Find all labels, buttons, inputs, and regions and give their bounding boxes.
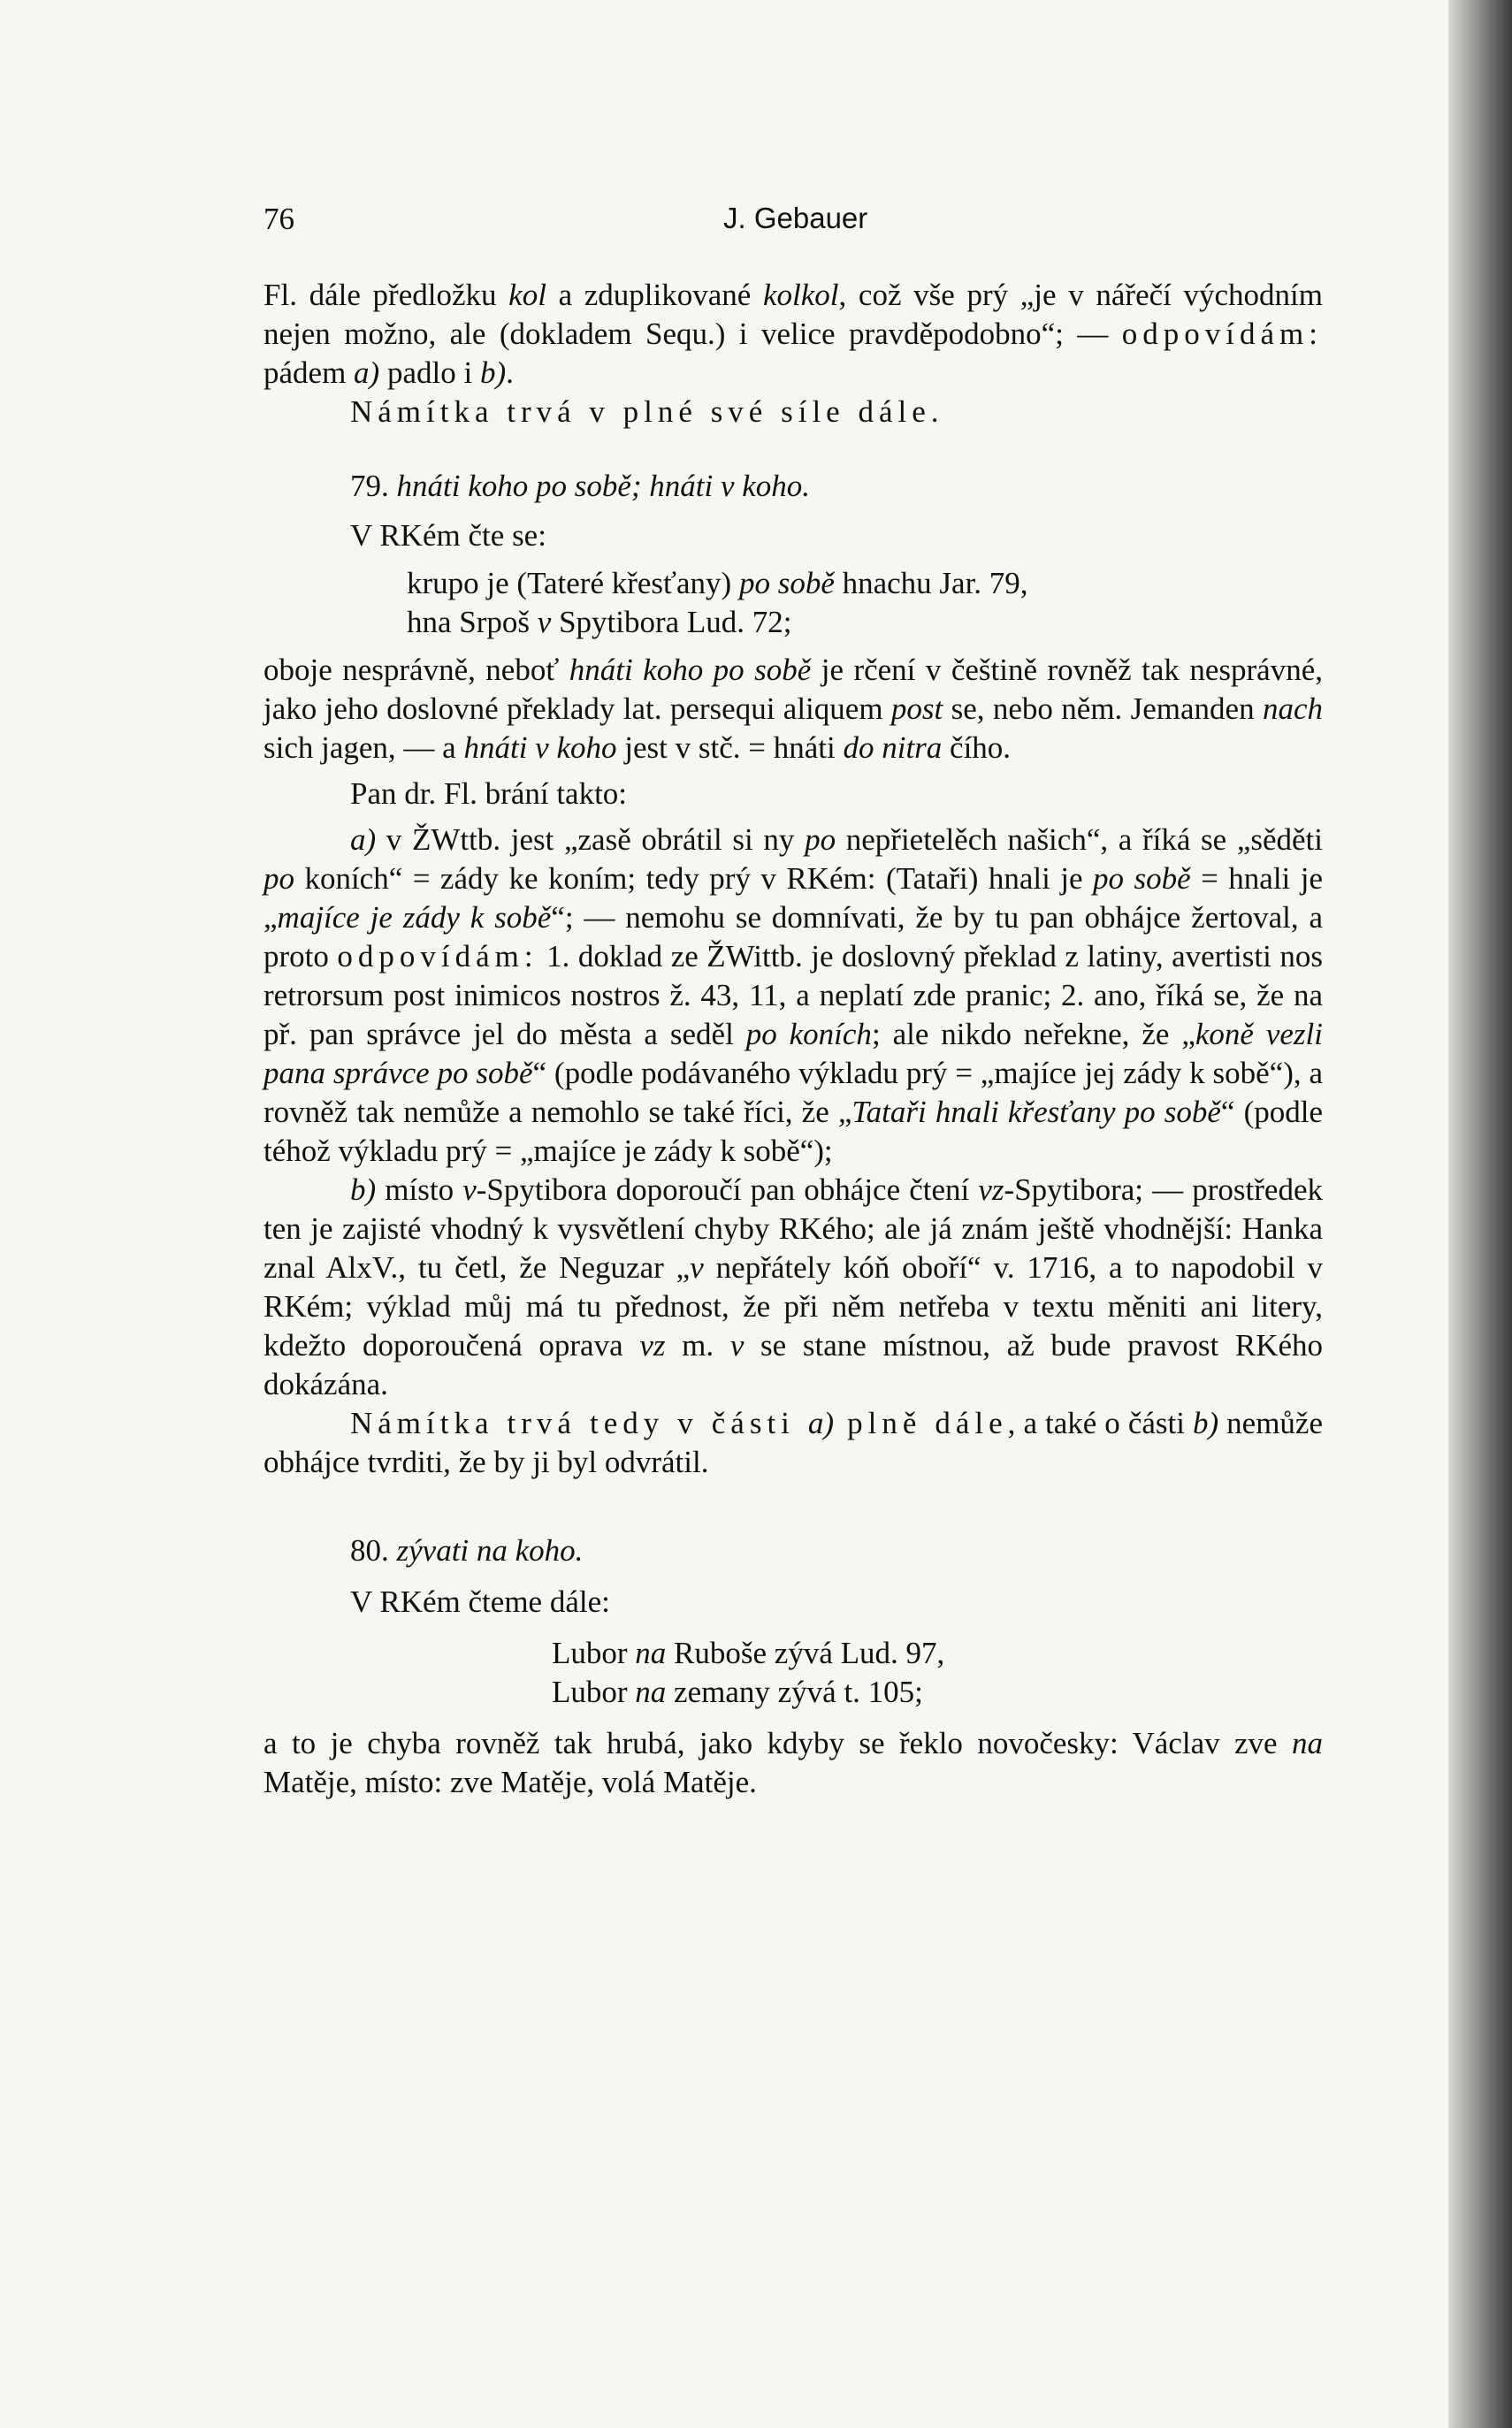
section-80-intro: V RKém čteme dále:: [350, 1584, 610, 1619]
paragraph-7: a to je chyba rovněž tak hrubá, jako kdyby se řeklo novočesky: Václav zve na Matěje, místo: zve Matěje, volá Matěje.: [263, 1726, 1323, 1799]
paragraph-6: Námítka trvá tedy v části a) plně dále, a také o části b) nemůže obhájce tvrditi, že by ji byl odvrátil.: [263, 1406, 1323, 1479]
paragraph-3: Pan dr. Fl. brání takto:: [350, 776, 628, 811]
page-number: 76: [263, 202, 294, 236]
quote-line: Lubor na zemany zývá t. 105;: [552, 1675, 923, 1709]
paragraph-1: Fl. dále předložku kol a zduplikované kolkol, což vše prý „je v nářečí východním nejen možno, ale (dokladem Sequ.) i velice pravděpodobno“; — odpovídám: pádem a) padlo i b).: [263, 278, 1323, 390]
quote-line: Lubor na Ruboše zývá Lud. 97,: [552, 1636, 945, 1670]
section-80-heading: 80. zývati na koho.: [350, 1533, 584, 1568]
page-edge-shadow: [1448, 0, 1512, 2428]
paragraph-5: b) místo v-Spytibora doporoučí pan obhájce čtení vz-Spytibora; — prostředek ten je zajisté vhodný k vysvětlení chyby RKého; ale já znám ještě vhodnější: Hanka znal AlxV., tu četl, že Neguzar „v nepřátely kóň oboří“ v. 1716, a to napodobil v RKém; výklad můj má tu přednost, že při něm netřeba v textu měniti ani litery, kdežto doporoučená oprava vz m. v se stane místnou, až bude pravost RKého dokázána.: [263, 1172, 1324, 1401]
section-79-intro: V RKém čte se:: [350, 518, 546, 553]
quote-line: krupo je (Tateré křesťany) po sobě hnachu Jar. 79,: [407, 566, 1028, 600]
page-content: [263, 202, 1323, 1802]
running-author: J. Gebauer: [723, 202, 868, 234]
running-header: [263, 202, 1323, 255]
paragraph-1-conclusion: Námítka trvá v plné své síle dále.: [350, 394, 944, 429]
paragraph-2: oboje nesprávně, neboť hnáti koho po sobě je rčení v češtině rovněž tak nesprávné, jako jeho doslovné překlady lat. persequi aliquem post se, nebo něm. Jemanden nach sich jagen, — a hnáti v koho jest v stč. = hnáti do nitra čího.: [263, 653, 1324, 765]
section-79-heading: 79. hnáti koho po sobě; hnáti v koho.: [350, 469, 811, 503]
quote-line: hna Srpoš v Spytibora Lud. 72;: [407, 605, 792, 639]
paragraph-4: a) v ŽWttb. jest „zasě obrátil si ny po nepřietelěch našich“, a říká se „sěděti po koních“ = zády ke koním; tedy prý v RKém: (Tataři) hnali je po sobě = hnali je „majíce je zády k sobě“; — nemohu se domnívati, že by tu pan obhájce žertoval, a proto odpovídám: 1. doklad ze ŽWittb. je doslovný překlad z latiny, avertisti nos retrorsum post inimicos nostros ž. 43, 11, a neplatí zde pranic; 2. ano, říká se, že na př. pan správce jel do města a seděl po koních; ale nikdo neřekne, že „koně vezli pana správce po sobě“ (podle podávaného výkladu prý = „majíce jej zády k sobě“), a rovněž tak nemůže a nemohlo se také říci, že „Tataři hnali křesťany po sobě“ (podle téhož výkladu prý = „majíce je zády k sobě“);: [263, 822, 1324, 1168]
